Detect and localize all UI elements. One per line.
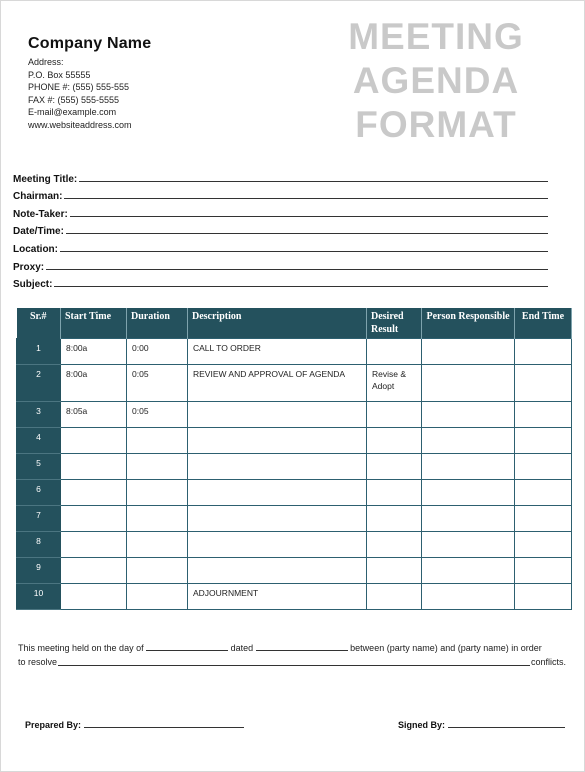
description-cell[interactable] [188,402,367,428]
date-blank[interactable] [256,642,348,651]
paragraph-line-1 [18,641,566,655]
company-contact-block [28,56,132,132]
paragraph-text: between (party name) and (party name) in order [350,643,542,653]
person-responsible-cell[interactable] [422,506,515,532]
table-row [17,532,572,558]
desired-result-cell[interactable] [367,454,422,480]
duration-cell[interactable] [127,532,188,558]
duration-cell[interactable]: 0:05 [127,365,188,402]
prepared-by-label: Prepared By: [25,720,82,730]
end-time-cell[interactable] [515,428,572,454]
document-title [331,15,541,147]
duration-cell[interactable] [127,454,188,480]
start-time-cell[interactable]: 8:00a [61,339,127,365]
field-date-time [13,220,548,238]
header-end-time: End Time [515,308,572,339]
row-number: 7 [17,506,61,532]
desired-result-cell[interactable] [367,339,422,365]
end-time-cell[interactable] [515,365,572,402]
end-time-cell[interactable] [515,584,572,610]
prepared-by-line[interactable] [84,719,244,728]
description-cell[interactable] [188,454,367,480]
header-sr: Sr.# [17,308,61,339]
person-responsible-cell[interactable] [422,532,515,558]
row-number: 5 [17,454,61,480]
table-row [17,428,572,454]
start-time-cell[interactable] [61,506,127,532]
table-header-row [17,308,572,339]
end-time-cell[interactable] [515,506,572,532]
day-blank[interactable] [146,642,228,651]
start-time-cell[interactable] [61,532,127,558]
meeting-fields [13,167,548,290]
row-number: 6 [17,480,61,506]
company-fax: FAX #: (555) 555-5555 [28,94,120,105]
desired-result-cell[interactable] [367,480,422,506]
paragraph-line-2 [18,655,566,669]
desired-result-cell[interactable] [367,584,422,610]
person-responsible-cell[interactable] [422,402,515,428]
field-chairman [13,185,548,203]
row-number: 2 [17,365,61,402]
field-subject [13,273,548,291]
end-time-cell[interactable] [515,454,572,480]
company-website[interactable]: www.websiteaddress.com [28,119,132,130]
table-row [17,402,572,428]
company-name: Company Name [28,35,152,52]
row-number: 8 [17,532,61,558]
description-cell[interactable] [188,532,367,558]
desired-result-cell[interactable] [367,506,422,532]
duration-cell[interactable]: 0:00 [127,339,188,365]
person-responsible-cell[interactable] [422,558,515,584]
header-desired-result: Desired Result [367,308,422,339]
end-time-cell[interactable] [515,558,572,584]
duration-cell[interactable] [127,428,188,454]
description-cell[interactable] [188,480,367,506]
desired-result-cell[interactable] [367,428,422,454]
table-row [17,506,572,532]
row-number: 1 [17,339,61,365]
header-start-time: Start Time [61,308,127,339]
start-time-cell[interactable] [61,558,127,584]
desired-result-cell[interactable]: Revise & Adopt [367,365,422,402]
chairman-input-line[interactable] [64,198,548,199]
signed-by-line[interactable] [448,719,565,728]
field-label: Proxy: [13,261,45,273]
start-time-cell[interactable] [61,480,127,506]
date-time-input-line[interactable] [66,233,548,234]
duration-cell[interactable] [127,506,188,532]
table-row [17,584,572,610]
subject-input-line[interactable] [54,286,548,287]
description-cell[interactable]: ADJOURNMENT [188,584,367,610]
header-description: Description [188,308,367,339]
table-row [17,339,572,365]
start-time-cell[interactable]: 8:00a [61,365,127,402]
start-time-cell[interactable] [61,454,127,480]
field-proxy [13,255,548,273]
field-label: Date/Time: [13,226,64,238]
title-line-2: AGENDA [352,60,520,101]
company-address: Address: [28,57,64,67]
paragraph-text: conflicts. [530,657,566,667]
description-cell[interactable]: REVIEW AND APPROVAL OF AGENDA [188,365,367,402]
duration-cell[interactable] [127,584,188,610]
paragraph-text: dated [230,643,254,653]
table-row [17,365,572,402]
company-phone: PHONE #: (555) 555-555 [28,82,130,93]
row-number: 10 [17,584,61,610]
field-location [13,237,548,255]
person-responsible-cell[interactable] [422,480,515,506]
end-time-cell[interactable] [515,339,572,365]
desired-result-cell[interactable] [367,402,422,428]
field-label: Location: [13,243,58,255]
person-responsible-cell[interactable] [422,428,515,454]
duration-cell[interactable] [127,558,188,584]
row-number: 9 [17,558,61,584]
description-cell[interactable] [188,428,367,454]
location-input-line[interactable] [60,251,548,252]
person-responsible-cell[interactable] [422,584,515,610]
desired-result-cell[interactable] [367,532,422,558]
duration-cell[interactable] [127,480,188,506]
table-row [17,480,572,506]
description-cell[interactable]: CALL TO ORDER [188,339,367,365]
field-label: Note-Taker: [13,208,68,220]
header-person-responsible: Person Responsible [422,308,515,339]
person-responsible-cell[interactable] [422,339,515,365]
conflicts-blank[interactable] [58,655,530,666]
start-time-cell[interactable] [61,584,127,610]
signed-by [398,719,565,730]
start-time-cell[interactable]: 8:05a [61,402,127,428]
row-number: 4 [17,428,61,454]
desired-result-cell[interactable] [367,558,422,584]
title-line-3: FORMAT [355,104,517,145]
agenda-table [16,308,572,610]
end-time-cell[interactable] [515,532,572,558]
end-time-cell[interactable] [515,480,572,506]
row-number: 3 [17,402,61,428]
paragraph-text: This meeting held on the day of [18,643,144,653]
paragraph-text: to resolve [18,657,58,667]
field-label: Chairman: [13,191,63,203]
company-email[interactable]: E-mail@example.com [28,107,117,118]
field-label: Meeting Title: [13,173,78,185]
meeting-title-input-line[interactable] [79,181,548,182]
start-time-cell[interactable] [61,428,127,454]
note-taker-input-line[interactable] [70,216,548,217]
field-label: Subject: [13,279,53,291]
person-responsible-cell[interactable] [422,454,515,480]
description-cell[interactable] [188,558,367,584]
company-pobox: P.O. Box 55555 [28,69,91,80]
signed-by-label: Signed By: [398,720,446,730]
table-row [17,558,572,584]
duration-cell[interactable]: 0:05 [127,402,188,428]
table-row [17,454,572,480]
header-duration: Duration [127,308,188,339]
field-note-taker [13,202,548,220]
resolution-paragraph [18,641,566,669]
end-time-cell[interactable] [515,402,572,428]
field-meeting-title [13,167,548,185]
person-responsible-cell[interactable] [422,365,515,402]
title-line-1: MEETING [348,16,524,57]
description-cell[interactable] [188,506,367,532]
prepared-by [25,719,244,730]
proxy-input-line[interactable] [46,269,548,270]
